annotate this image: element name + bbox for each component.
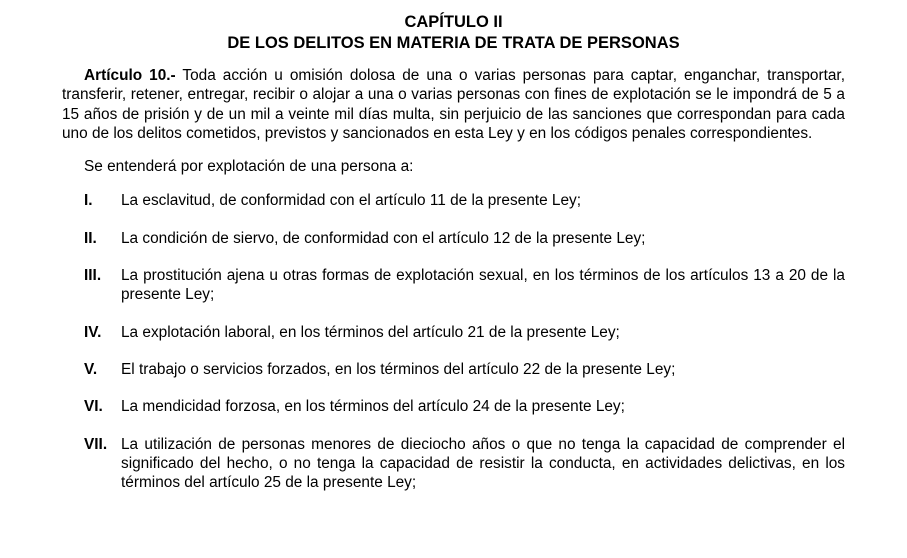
item-number: II. <box>84 229 97 247</box>
explotation-intro: Se entenderá por explotación de una persona a: <box>84 158 414 176</box>
item-number: IV. <box>84 323 102 341</box>
item-text: La esclavitud, de conformidad con el artículo 11 de la presente Ley; <box>121 192 582 210</box>
chapter-title: CAPÍTULO II <box>404 13 503 31</box>
list-item <box>62 323 845 342</box>
item-text: La utilización de personas menores de dieciocho años o que no tenga la capacidad de comprender el significado del hecho, o no tenga la capacidad de resistir la conducta, en actividades delictivas, en los términos del artículo 25 de la presente Ley; <box>121 435 845 492</box>
list-item <box>62 397 845 416</box>
item-number: I. <box>84 192 93 210</box>
list-item <box>62 229 845 248</box>
item-number: V. <box>84 360 98 378</box>
list-item <box>62 266 845 305</box>
article-text: Toda acción u omisión dolosa de una o varias personas para captar, enganchar, transportar, transferir, retener, entregar, recibir o alojar a una o varias personas con fines de explotación se le impondrá de 5 a 15 años de prisión y de un mil a veinte mil días multa, sin perjuicio de las sanciones que correspondan para cada uno de los delitos cometidos, previstos y sancionados en esta Ley y en los códigos penales correspondientes. <box>62 67 845 142</box>
item-number: III. <box>84 267 102 285</box>
item-number: VII. <box>84 435 108 453</box>
list <box>62 191 845 492</box>
list-item <box>62 191 845 210</box>
article-paragraph <box>62 66 845 143</box>
article-label: Artículo 10 <box>84 67 167 84</box>
document-page <box>62 12 845 492</box>
chapter-subtitle: DE LOS DELITOS EN MATERIA DE TRATA DE PERSONAS <box>227 34 680 52</box>
item-text: La condición de siervo, de conformidad con el artículo 12 de la presente Ley; <box>121 229 646 247</box>
list-item <box>62 435 845 493</box>
item-text: El trabajo o servicios forzados, en los términos del artículo 22 de la presente Ley; <box>121 360 676 378</box>
item-text: La mendicidad forzosa, en los términos del artículo 24 de la presente Ley; <box>121 398 625 416</box>
article-separator: .- <box>166 67 176 84</box>
item-number: VI. <box>84 398 103 416</box>
item-text: La explotación laboral, en los términos del artículo 21 de la presente Ley; <box>121 323 620 341</box>
list-item <box>62 360 845 379</box>
item-text: La prostitución ajena u otras formas de explotación sexual, en los términos de los artículos 13 a 20 de la presente Ley; <box>121 267 845 304</box>
